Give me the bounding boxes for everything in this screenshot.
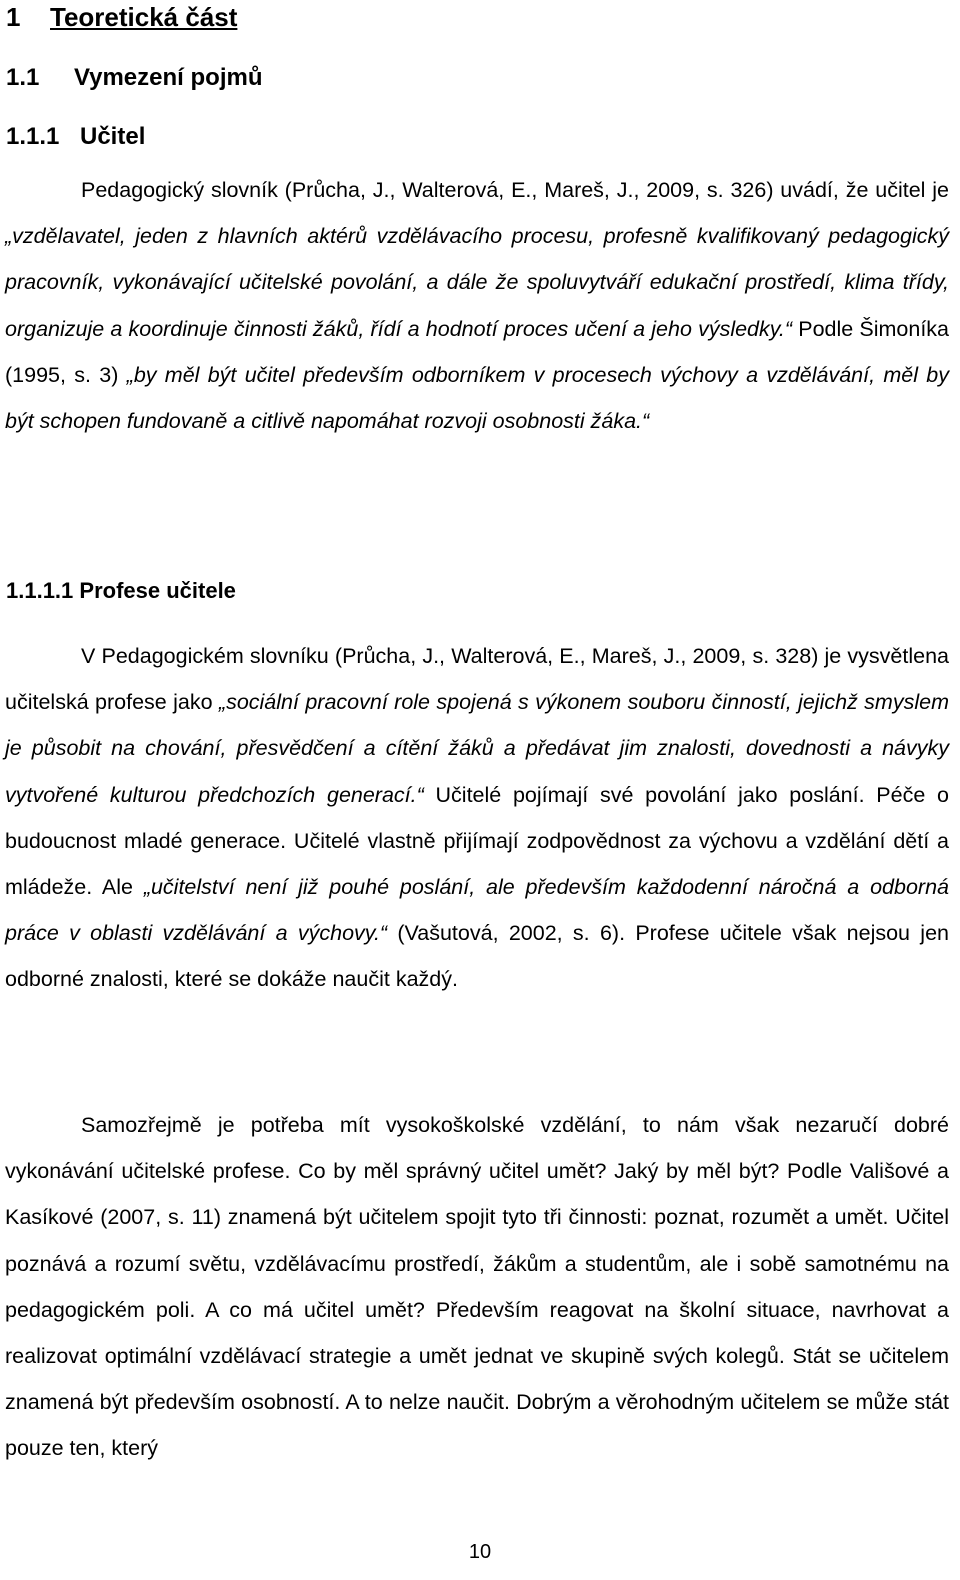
heading-title: Učitel [80,123,146,150]
heading-number: 1 [6,2,21,32]
heading-level-4 [6,576,236,606]
text-run: Pedagogický slovník (Průcha, J., Walterová, E., Mareš, J., 2009, s. 326) uvádí, že učitel je [81,178,949,202]
page-number: 10 [468,1541,492,1563]
text-run: V Pedagogickém slovníku (Průcha, J., Walterová, E., Mareš, J., 2009, s. 328) je vysvětlena učitelská profese jako [5,644,949,715]
heading-number: 1.1.1.1 [6,578,74,603]
heading-level-3 [6,121,145,153]
quote-italic: „učitelství není již pouhé poslání, ale především každodenní náročná a odborná práce v oblasti vzdělávání a výchovy.“ [5,875,949,946]
text-run: Podle Šimoníka (1995, s. 3) [5,316,949,387]
quote-italic: „by měl být učitel především odborníkem v procesech výchovy a vzdělávání, měl by být schopen fundovaně a citlivě napomáhat rozvoji osobnosti žáka.“ [5,362,949,434]
heading-number: 1.1 [6,64,40,91]
heading-number: 1.1.1 [6,123,60,150]
text-run: (Vašutová, 2002, s. 6). Profese učitele však nejsou jen odborné znalosti, které se dokáže naučit každý. [5,921,949,992]
text-run: Samozřejmě je potřeba mít vysokoškolské vzdělání, to nám však nezaručí dobré vykonávání učitelské profese. Co by měl správný učitel umět? Jaký by měl být? Podle Vališové a Kasíkové (2007, s. 11) znamená být učitelem spojit tyto tři činnosti: poznat, rozumět a umět. Učitel poznává a rozumí světu, vzdělávacímu prostředí, žákům a studentům, ale i sobě samotnému na pedagogickém poli. A co má učitel umět? Především reagovat na školní situace, navrhovat a realizovat optimální vzdělávací strategie a umět jednat ve skupině svých kolegů. Stát se učitelem znamená být především osobností. A to nelze naučit. Dobrým a věrohodným učitelem se může stát pouze ten, který [5,1113,949,1461]
paragraph-ucitel [5,167,949,444]
heading-level-1 [6,0,237,34]
quote-italic: „sociální pracovní role spojená s výkonem souboru činností, jejichž smyslem je působit na chování, přesvědčení a cítění žáků a předávat jim znalosti, dovednosti a návyky vytvořené kulturou předchozích generací.“ [5,690,949,807]
heading-level-2 [6,62,262,94]
quote-italic: „vzdělavatel, jeden z hlavních aktérů vzdělávacího procesu, profesně kvalifikovaný pedagogický pracovník, vykonávající učitelské povolání, a dále že spoluvytváří edukační prostředí, klima třídy, organizuje a koordinuje činnosti žáků, řídí a hodnotí proces učení a jeho výsledky.“ [5,224,949,341]
heading-title: Teoretická část [50,2,238,32]
heading-title: Vymezení pojmů [74,64,263,91]
heading-title: Profese učitele [79,578,236,603]
text-run: Učitelé pojímají své povolání jako poslání. Péče o budoucnost mladé generace. Učitelé vlastně přijímají zodpovědnost za výchovu a vzdělání dětí a mládeže. Ale [5,782,949,900]
paragraph-vzdelani [5,1102,949,1472]
paragraph-profese [5,633,949,1003]
